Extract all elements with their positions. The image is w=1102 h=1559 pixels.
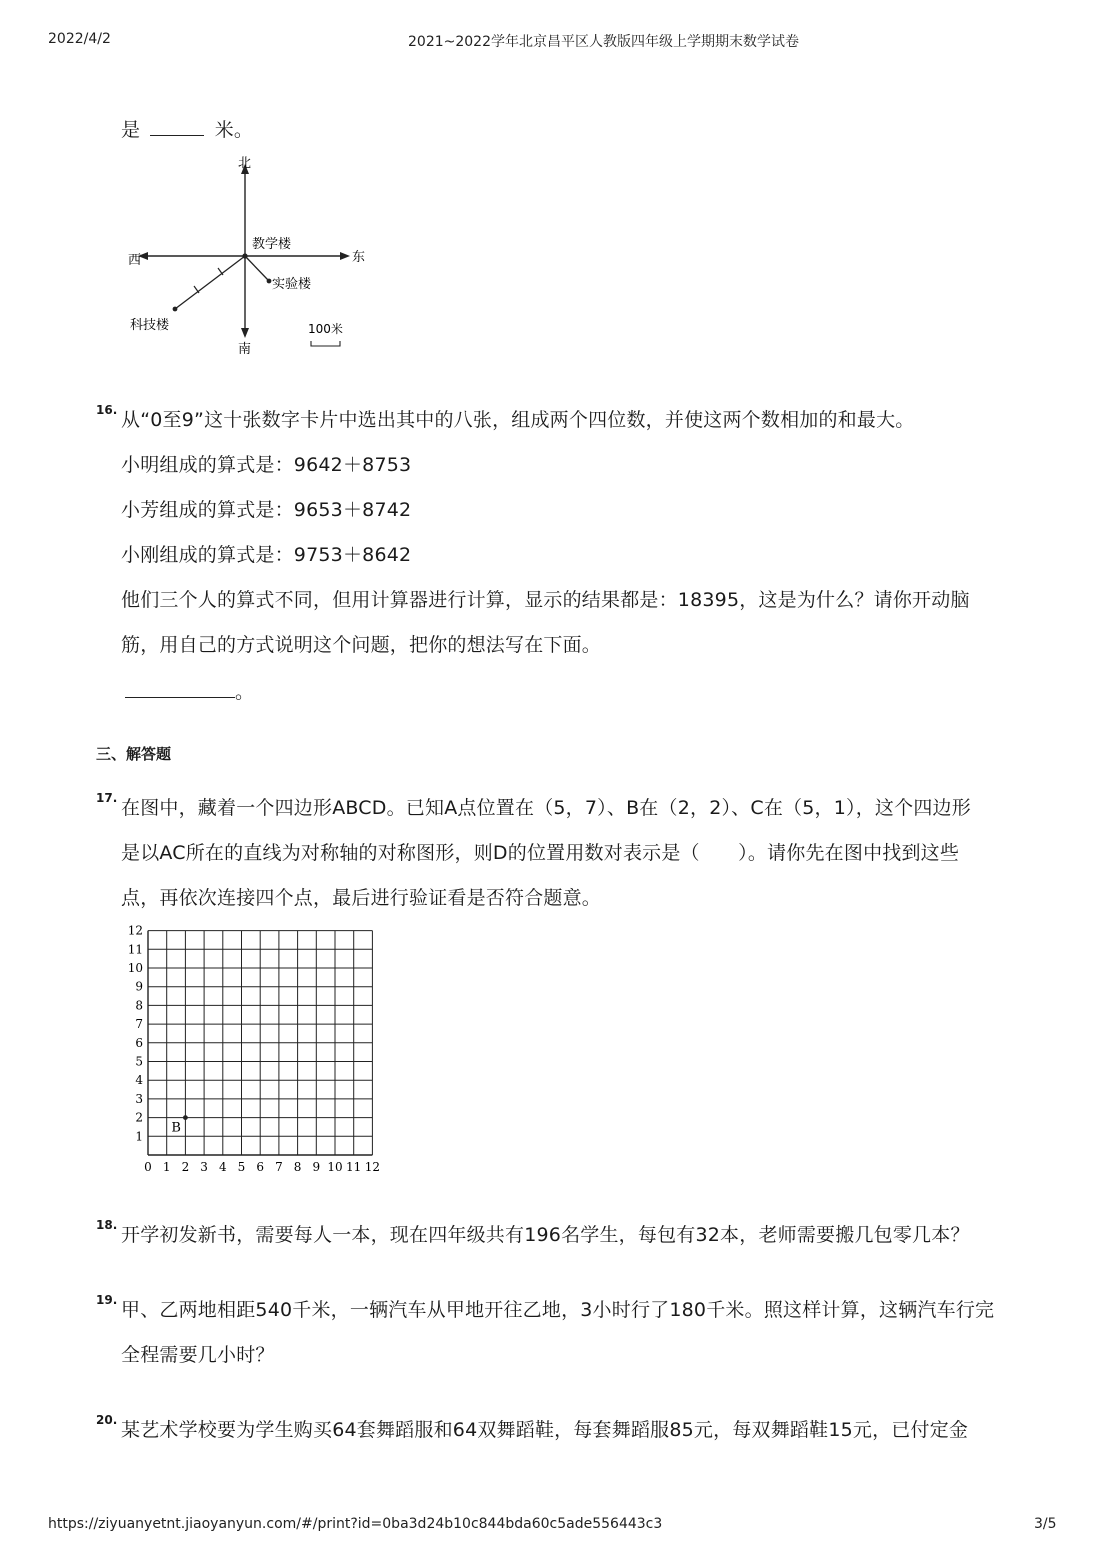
x-tick-label: 10 [327, 1160, 343, 1174]
q18-number: 18. [96, 1218, 118, 1232]
q16-answer-row [125, 677, 254, 704]
q17-number: 17. [96, 791, 118, 805]
y-tick-label: 4 [135, 1073, 143, 1088]
compass-diagram [120, 150, 380, 362]
q16-line-1: 小明组成的算式是：9642＋8753 [121, 454, 412, 476]
x-tick-label: 2 [181, 1160, 190, 1174]
q20-number: 20. [96, 1413, 118, 1427]
x-tick-label: 4 [218, 1160, 227, 1174]
q16-number: 16. [96, 403, 118, 417]
x-tick-label: 1 [162, 1160, 171, 1174]
x-tick-label: 3 [200, 1160, 208, 1174]
q20-text: 某艺术学校要为学生购买64套舞蹈服和64双舞蹈鞋，每套舞蹈服85元，每双舞蹈鞋15元，已付定金 [121, 1419, 969, 1441]
lab-point [267, 279, 272, 284]
x-tick-label: 6 [256, 1160, 265, 1174]
footer-url[interactable]: https://ziyuanyetnt.jiaoyanyun.com/#/print?id=0ba3d24b10c844bda60c5ade556443c3 [48, 1516, 663, 1532]
q16-line-3: 小刚组成的算式是：9753＋8642 [121, 544, 412, 566]
y-tick-label: 1 [135, 1129, 143, 1144]
q18-text: 开学初发新书，需要每人一本，现在四年级共有196名学生，每包有32本，老师需要搬几包零几本？ [121, 1224, 970, 1246]
east-arrowhead [340, 252, 350, 260]
q16-answer-blank[interactable] [125, 683, 235, 698]
west-label: 西 [128, 253, 142, 268]
lab-building-label: 实验楼 [272, 277, 312, 292]
y-tick-label: 6 [135, 1035, 143, 1050]
q17-line-1: 在图中，藏着一个四边形ABCD。已知A点位置在（5，7）、B在（2，2）、C在（5，1），这个四边形 [121, 797, 971, 819]
q16-line-4: 他们三个人的算式不同，但用计算器进行计算，显示的结果都是：18395，这是为什么？请你开动脑 [121, 589, 970, 611]
x-tick-label: 11 [346, 1160, 362, 1174]
q16-line-2: 小芳组成的算式是：9653＋8742 [121, 499, 412, 521]
east-label: 东 [352, 250, 366, 265]
section-title: 三、解答题 [96, 745, 172, 763]
y-tick-label: 2 [135, 1110, 143, 1125]
coordinate-grid [120, 920, 390, 1180]
y-tick-label: 3 [135, 1091, 143, 1106]
x-tick-label: 0 [144, 1160, 152, 1174]
y-tick-label: 12 [127, 923, 143, 938]
q19-line-2: 全程需要几小时？ [121, 1344, 275, 1366]
tech-building-label: 科技楼 [130, 318, 170, 333]
y-tick-label: 8 [135, 998, 143, 1013]
north-label: 北 [238, 156, 252, 171]
q16-answer-end: 。 [235, 681, 255, 703]
point-b [183, 1115, 188, 1120]
page-number: 3/5 [1034, 1516, 1057, 1532]
y-tick-label: 5 [135, 1054, 143, 1069]
q15-tail [121, 115, 253, 142]
x-tick-label: 8 [293, 1160, 302, 1174]
x-tick-label: 7 [275, 1160, 283, 1174]
q15-prefix: 是 [121, 119, 141, 141]
y-tick-label: 11 [127, 942, 143, 957]
x-tick-label: 9 [312, 1160, 321, 1174]
tech-line [175, 256, 245, 309]
q19-number: 19. [96, 1293, 118, 1307]
q15-suffix: 米。 [214, 119, 254, 141]
teaching-building-label: 教学楼 [252, 237, 292, 252]
document-title: 2021~2022学年北京昌平区人教版四年级上学期期末数学试卷 [408, 34, 799, 50]
scale-label: 100米 [308, 322, 343, 336]
q17-line-3: 点，再依次连接四个点，最后进行验证看是否符合题意。 [121, 887, 602, 909]
x-tick-label: 5 [237, 1160, 246, 1174]
lab-line [245, 256, 268, 280]
y-tick-label: 10 [127, 961, 143, 975]
q17-line-2: 是以AC所在的直线为对称轴的对称图形，则D的位置用数对表示是（ ）。请你先在图中找到这些 [121, 842, 960, 864]
scale-bar [311, 341, 340, 346]
print-date: 2022/4/2 [48, 31, 111, 47]
tech-point [173, 307, 178, 312]
y-tick-label: 9 [135, 979, 143, 994]
y-tick-label: 7 [135, 1017, 143, 1032]
q15-answer-blank[interactable] [150, 121, 204, 136]
south-arrowhead [241, 328, 249, 338]
q19-line-1: 甲、乙两地相距540千米，一辆汽车从甲地开往乙地，3小时行了180千米。照这样计算，这辆汽车行完 [121, 1299, 995, 1321]
point-b-label: B [171, 1120, 181, 1136]
q16-stem: 从“0至9”这十张数字卡片中选出其中的八张，组成两个四位数，并使这两个数相加的和最大。 [121, 409, 915, 431]
q16-line-5: 筋，用自己的方式说明这个问题，把你的想法写在下面。 [121, 634, 602, 656]
x-tick-label: 12 [364, 1160, 381, 1174]
south-label: 南 [238, 342, 252, 357]
